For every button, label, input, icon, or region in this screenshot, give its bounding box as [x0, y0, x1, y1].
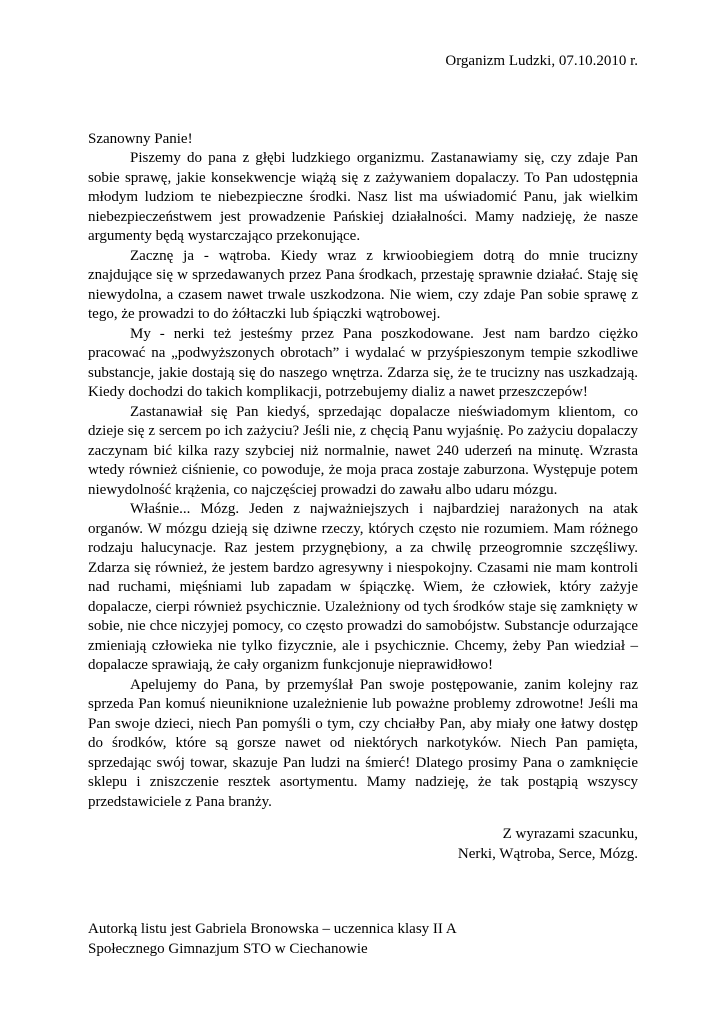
- paragraph-heart: Zastanawiał się Pan kiedyś, sprzedając dopalacze nieświadomym klientom, co dzieje się z sercem po ich zażyciu? Jeśli nie, z chęcią Panu wyjaśnię. Po zażyciu dopalaczy zaczynam bić kilka razy szybciej niż normalnie, nawet 240 uderzeń na minutę. Wzrasta wtedy również ciśnienie, co powoduje, że moja praca zostaje zaburzona. Występuje potem niewydolność krążenia, co najczęściej prowadzi do zawału albo udaru mózgu.: [88, 403, 638, 498]
- closing-signature: Nerki, Wątroba, Serce, Mózg.: [457, 845, 638, 862]
- author-line: Autorką listu jest Gabriela Bronowska – uczennica klasy II A: [88, 921, 457, 937]
- closing-greeting: Z wyrazami szacunku,: [502, 826, 638, 842]
- letter-body: [88, 149, 638, 812]
- author-note: [88, 920, 457, 959]
- letter-page: [88, 0, 638, 1024]
- paragraph-brain: Właśnie... Mózg. Jeden z najważniejszych i najbardziej narażonych na atak organów. W mózgu dzieją się dziwne rzeczy, których często nie rozumiem. Mam różnego rodzaju halucynacje. Raz jestem przygnębiony, a za chwilę przeogromnie szczęśliwy. Zdarza się również, że jestem bardzo agresywny i niespokojny. Czasami nie mam kontroli nad ruchami, mięśniami lub zapadam w śpiączkę. Wiem, że człowiek, który zażyje dopalacze, cierpi również psychicznie. Uzależniony od tych środków staje się zamknięty w sobie, nie chce niczyjej pomocy, co często prowadzi do samobójstw. Substancje odurzające zmieniają człowieka nie tylko fizycznie, ale i psychicznie. Chcemy, żeby Pan wiedział – dopalacze sprawiają, że cały organizm funkcjonuje nieprawidłowo!: [88, 501, 638, 673]
- closing-block: [458, 825, 638, 864]
- paragraph-appeal: Apelujemy do Pana, by przemyślał Pan swoje postępowanie, zanim kolejny raz sprzeda Pan komuś nieuniknione uzależnienie lub poważne problemy zdrowotne! Jeśli ma Pan swoje dzieci, niech Pan pomyśli o tym, czy chciałby Pan, aby miały one łatwy dostęp do środków, które są gorsze nawet od niektórych narkotyków. Niech Pan pamięta, sprzedając swój towar, skazuje Pan ludzi na śmierć! Dlatego prosimy Pana o zamknięcie sklepu i zniszczenie resztek asortymentu. Mamy nadzieję, że tak postąpią wszyscy przedstawiciele z Pana branży.: [88, 676, 638, 810]
- paragraph-intro: Piszemy do pana z głębi ludzkiego organizmu. Zastanawiamy się, czy zdaje Pan sobie sprawę, jakie konsekwencje wiążą się z zażywaniem dopalaczy. To Pan udostępnia młodym ludziom te niebezpieczne środki. Nasz list ma uświadomić Panu, jak wielkim niebezpieczeństwem jest prowadzenie Pańskiej działalności. Mamy nadzieję, że nasze argumenty będą wystarczająco przekonujące.: [88, 150, 638, 244]
- paragraph-kidneys: My - nerki też jesteśmy przez Pana poszkodowane. Jest nam bardzo ciężko pracować na „podwyższonych obrotach” i wydalać w przyśpieszonym tempie szkodliwe substancje, jakie dostają się do naszego wnętrza. Zdarza się, że te trucizny nas uszkadzają. Kiedy dochodzi do takich komplikacji, potrzebujemy dializ a nawet przeszczepów!: [88, 325, 638, 400]
- school-line: Społecznego Gimnazjum STO w Ciechanowie: [88, 940, 368, 957]
- place-date-line: Organizm Ludzki, 07.10.2010 r.: [445, 53, 638, 69]
- salutation: Szanowny Panie!: [88, 131, 193, 147]
- paragraph-liver: Zacznę ja - wątroba. Kiedy wraz z krwioobiegiem dotrą do mnie trucizny znajdujące się w sprzedawanych przez Pana środkach, przestaję sprawnie działać. Staję się niewydolna, a czasem nawet trwale uszkodzona. Nie wiem, czy zdaje Pan sobie sprawę z tego, że prowadzi to do żółtaczki lub śpiączki wątrobowej.: [88, 247, 638, 322]
